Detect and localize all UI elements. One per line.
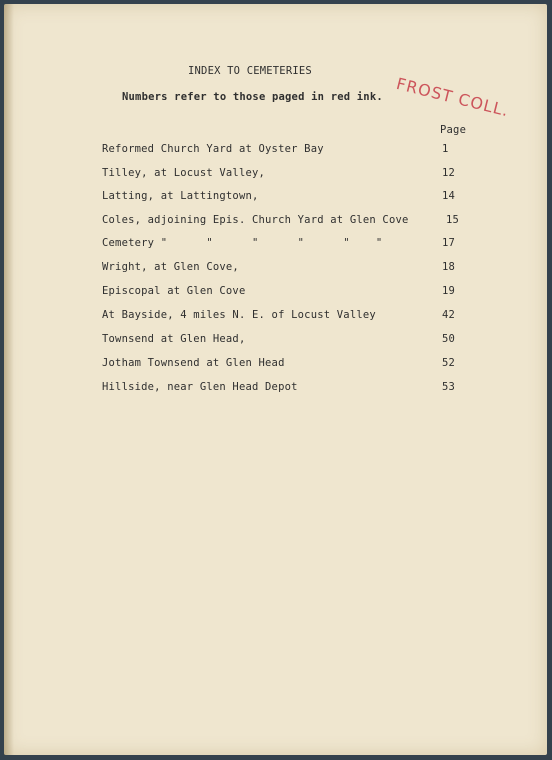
entry-page-number: 14 — [442, 190, 456, 202]
entry-label: Tilley, at Locust Valley, — [102, 167, 266, 179]
page-title: INDEX TO CEMETERIES — [188, 65, 312, 77]
entry-label: At Bayside, 4 miles N. E. of Locust Valley — [102, 309, 376, 321]
entry-label: Reformed Church Yard at Oyster Bay — [102, 143, 324, 155]
entry-page-number: 15 — [446, 214, 460, 226]
entry-label: Latting, at Lattingtown, — [102, 190, 259, 202]
entry-label: Coles, adjoining Epis. Church Yard at Glen Cove — [102, 214, 409, 226]
document-page — [4, 4, 547, 755]
entry-page-number: 18 — [442, 261, 456, 273]
entry-page-number: 19 — [442, 285, 456, 297]
entry-page-number: 52 — [442, 357, 456, 369]
entry-page-number: 50 — [442, 333, 456, 345]
page-subtitle: Numbers refer to those paged in red ink. — [122, 91, 383, 103]
collection-stamp: FROST COLL. — [394, 74, 512, 121]
entry-page-number: 12 — [442, 167, 456, 179]
page-column-header: Page — [440, 124, 467, 136]
page-binding-edge — [4, 4, 14, 755]
entry-label: Episcopal at Glen Cove — [102, 285, 246, 297]
entry-label: Cemetery " " " " " " — [102, 237, 383, 249]
entry-page-number: 17 — [442, 237, 456, 249]
entry-page-number: 1 — [442, 143, 449, 155]
entry-page-number: 42 — [442, 309, 456, 321]
entry-label: Jotham Townsend at Glen Head — [102, 357, 285, 369]
entry-label: Townsend at Glen Head, — [102, 333, 246, 345]
entry-page-number: 53 — [442, 381, 456, 393]
entry-label: Wright, at Glen Cove, — [102, 261, 239, 273]
entry-label: Hillside, near Glen Head Depot — [102, 381, 298, 393]
